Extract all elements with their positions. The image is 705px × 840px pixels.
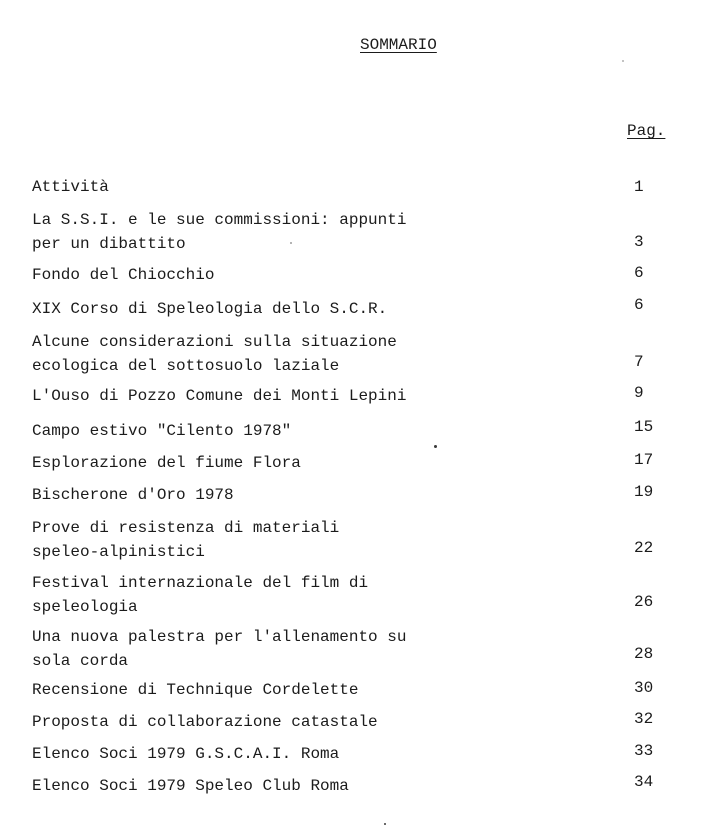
toc-entry-page: 6: [634, 264, 644, 282]
toc-entry-title: Recensione di Technique Cordelette: [32, 681, 359, 699]
toc-entry-page: 7: [634, 353, 644, 371]
page-column-header: Pag.: [627, 122, 666, 140]
toc-entry-page: 26: [634, 593, 654, 611]
toc-entry-page: 30: [634, 679, 654, 697]
scan-speck: [622, 60, 624, 62]
toc-entry-page: 33: [634, 742, 654, 760]
toc-entry-title: XIX Corso di Speleologia dello S.C.R.: [32, 300, 388, 318]
toc-entry-title: La S.S.I. e le sue commissioni: appunti per un dibattito: [32, 211, 407, 253]
toc-entry-page: 15: [634, 418, 654, 436]
toc-entry-page: 3: [634, 233, 644, 251]
toc-entry-title: Una nuova palestra per l'allenamento su sola corda: [32, 628, 407, 670]
toc-entry-title: Alcune considerazioni sulla situazione ecologica del sottosuolo laziale: [32, 333, 397, 375]
scan-speck: [290, 242, 292, 244]
toc-entry-page: 9: [634, 384, 644, 402]
toc-entry-title: Bischerone d'Oro 1978: [32, 486, 234, 504]
toc-entry-title: Campo estivo "Cilento 1978": [32, 422, 292, 440]
toc-entry-title: Elenco Soci 1979 G.S.C.A.I. Roma: [32, 745, 340, 763]
scan-speck: [384, 823, 386, 825]
toc-entry-page: 6: [634, 296, 644, 314]
toc-entry-page: 28: [634, 645, 654, 663]
scan-speck: [434, 445, 437, 448]
toc-entry-page: 17: [634, 451, 654, 469]
toc-entry-title: Fondo del Chiocchio: [32, 266, 215, 284]
toc-entry-title: Festival internazionale del film di speleologia: [32, 574, 369, 616]
toc-entry-title: Esplorazione del fiume Flora: [32, 454, 301, 472]
toc-entry-title: Proposta di collaborazione catastale: [32, 713, 378, 731]
toc-entry-page: 34: [634, 773, 654, 791]
toc-entry-page: 32: [634, 710, 654, 728]
page-title: SOMMARIO: [360, 36, 437, 54]
toc-entry-title: Elenco Soci 1979 Speleo Club Roma: [32, 777, 349, 795]
toc-entry-page: 22: [634, 539, 654, 557]
toc-entry-title: Prove di resistenza di materiali speleo-alpinistici: [32, 519, 340, 561]
toc-entry-page: 1: [634, 178, 644, 196]
toc-entry-title: Attività: [32, 178, 109, 196]
toc-entry-page: 19: [634, 483, 654, 501]
toc-entry-title: L'Ouso di Pozzo Comune dei Monti Lepini: [32, 387, 407, 405]
